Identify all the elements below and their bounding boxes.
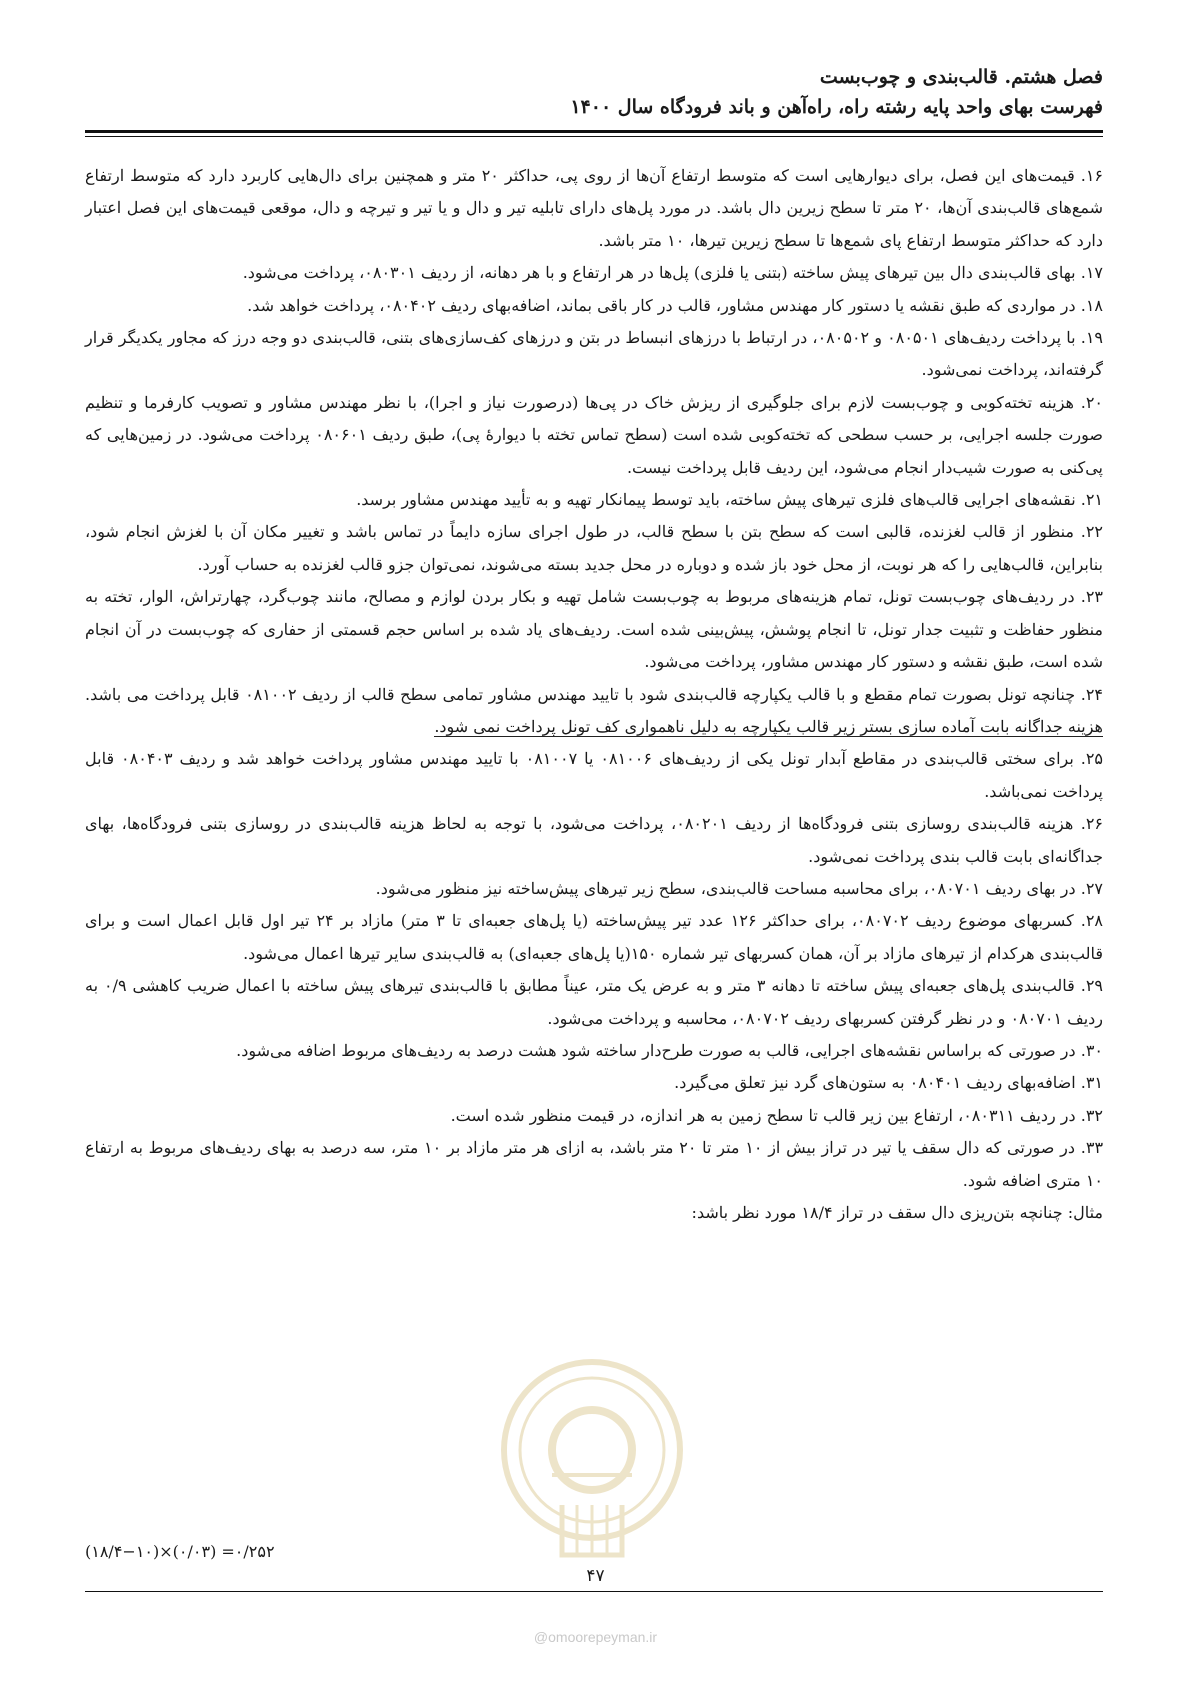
paragraph-26: ۲۶. هزینه قالب‌بندی روسازی بتنی فرودگاه‌ها از ردیف ۰۸۰۲۰۱، پرداخت می‌شود، با توجه به لحاظ هزینه قالب‌بندی در روسازی بتنی فرودگاه‌ها، بهای جداگانه‌ای بابت قالب بندی پرداخت نمی‌شود. [85, 814, 1103, 866]
paragraph-30: ۳۰. در صورتی که براساس نقشه‌های اجرایی، قالب به صورت طرح‌دار ساخته شود هشت درصد به ردیف‌های مربوط اضافه می‌شود. [236, 1040, 1103, 1060]
catalog-title: فهرست بهای واحد پایه رشته راه، راه‌آهن و باند فرودگاه سال ۱۴۰۰ [570, 96, 1103, 118]
paragraph-20: ۲۰. هزینه تخته‌کوبی و چوب‌بست لازم برای جلوگیری از ریزش خاک در پی‌ها (درصورت نیاز و اجرا)، با نظر مهندس مشاور و تصویب کارفرما و تنظیم صورت جلسه اجرایی، بر حسب سطحی که تخته‌کوبی شده است (سطح تماس تخته با دیوارهٔ پی)، طبق ردیف ۰۸۰۶۰۱ پرداخت می‌شود. در زمین‌هایی که پی‌کنی به صورت شیب‌دار انجام می‌شود، این ردیف قابل پرداخت نیست. [85, 392, 1104, 477]
page-number: ۴۷ [586, 1566, 605, 1586]
paragraph-28: ۲۸. کسربهای موضوع ردیف ۰۸۰۷۰۲، برای حداکثر ۱۲۶ عدد تیر پیش‌ساخته (یا پل‌های جعبه‌ای تا ۳ متر) مازاد بر ۲۴ تیر اول قابل اعمال است و برای قالب‌بندی هرکدام از تیرهای مازاد بر آن، همان کسربهای تیر شماره ۱۵۰(یا پل‌های جعبه‌ای) به قالب‌بندی سایر تیرها اعمال می‌شود. [85, 911, 1104, 963]
header-rule-thick [85, 130, 1103, 133]
paragraph-17: ۱۷. بهای قالب‌بندی دال بین تیرهای پیش ساخته (بتنی یا فلزی) پل‌ها در هر ارتفاع و با هر دهانه، از ردیف ۰۸۰۳۰۱، پرداخت می‌شود. [242, 263, 1103, 283]
body-text [85, 160, 1103, 1229]
paragraph-19: ۱۹. با پرداخت ردیف‌های ۰۸۰۵۰۱ و ۰۸۰۵۰۲، در ارتباط با درزهای انبساط در بتن و درزهای کف‌سازی‌های بتنی، قالب‌بندی دو وجه درز که مجاور یکدیگر قرار گرفته‌اند، پرداخت نمی‌شود. [85, 328, 1103, 380]
watermark-seal-icon [492, 1355, 692, 1575]
paragraph-16: ۱۶. قیمت‌های این فصل، برای دیوارهایی است که متوسط ارتفاع آن‌ها از روی پی، حداکثر ۲۰ متر و همچنین برای دال‌هایی کاربرد دارد که متوسط ارتفاع شمع‌های قالب‌بندی آن‌ها، ۲۰ متر تا سطح زیرین دال باشد. در مورد پل‌های دارای تابلیه تیر و دال و یا تیر و تیرچه و دال، موقعی قیمت‌های این فصل اعتبار دارد که حداکثر متوسط ارتفاع پای شمع‌ها تا سطح زیرین تیرها، ۱۰ متر باشد. [85, 166, 1104, 250]
paragraph-18: ۱۸. در مواردی که طبق نقشه یا دستور کار مهندس مشاور، قالب در کار باقی بماند، اضافه‌بهای ردیف ۰۸۰۴۰۲، پرداخت خواهد شد. [247, 295, 1103, 315]
chapter-title: فصل هشتم. قالب‌بندی و چوب‌بست [819, 66, 1103, 88]
paragraph-32: ۳۲. در ردیف ۰۸۰۳۱۱، ارتفاع بین زیر قالب تا سطح زمین به هر اندازه، در قیمت منظور شده است. [450, 1105, 1103, 1125]
example-formula: (۱۸/۴−۱۰)×(۰/۰۳) =۰/۲۵۲ [85, 1542, 275, 1561]
paragraph-31: ۳۱. اضافه‌بهای ردیف ۰۸۰۴۰۱ به ستون‌های گرد نیز تعلق می‌گیرد. [674, 1073, 1103, 1093]
paragraph-25: ۲۵. برای سختی قالب‌بندی در مقاطع آبدار تونل یکی از ردیف‌های ۰۸۱۰۰۶ یا ۰۸۱۰۰۷ با تایید مهندس مشاور پرداخت خواهد شد و ردیف ۰۸۰۴۰۳ قابل پرداخت نمی‌باشد. [85, 749, 1104, 801]
running-header [85, 62, 1103, 122]
paragraph-33: ۳۳. در صورتی که دال سقف یا تیر در تراز بیش از ۱۰ متر تا ۲۰ متر باشد، به ازای هر متر مازاد بر ۱۰ متر، سه درصد به بهای ردیف‌های مربوط به ارتفاع ۱۰ متری اضافه شود. [85, 1138, 1104, 1190]
footer-rule [85, 1591, 1103, 1592]
watermark-text: @omoorepeyman.ir [533, 1629, 658, 1645]
paragraph-29: ۲۹. قالب‌بندی پل‌های جعبه‌ای پیش ساخته تا دهانه ۳ متر و به عرض یک متر، عیناً مطابق با قالب‌بندی تیرهای پیش ساخته با اعمال ضریب کاهشی ۰/۹ به ردیف ۰۸۰۷۰۱ و در نظر گرفتن کسربهای ردیف ۰۸۰۷۰۲، محاسبه و پرداخت می‌شود. [85, 976, 1104, 1028]
paragraph-27: ۲۷. در بهای ردیف ۰۸۰۷۰۱، برای محاسبه مساحت قالب‌بندی، سطح زیر تیرهای پیش‌ساخته نیز منظور می‌شود. [375, 878, 1103, 898]
header-rule-thin [85, 136, 1103, 137]
example-line: مثال: چنانچه بتن‌ریزی دال سقف در تراز ۱۸/۴ مورد نظر باشد: [691, 1203, 1103, 1222]
paragraph-24 [85, 679, 1103, 744]
paragraph-22: ۲۲. منظور از قالب لغزنده، قالبی است که سطح بتن با سطح قالب، در طول اجرای سازه دایماً در تماس باشد و تغییر مکان آن با لغزش انجام شود، بنابراین، قالب‌هایی را که هر نوبت، از محل خود باز شده و دوباره در محل جدید بسته می‌شوند، نمی‌توان جزو قالب لغزنده به حساب آورد. [85, 522, 1103, 574]
paragraph-21: ۲۱. نقشه‌های اجرایی قالب‌های فلزی تیرهای پیش ساخته، باید توسط پیمانکار تهیه و به تأیید مهندس مشاور برسد. [356, 490, 1103, 510]
paragraph-24-main: ۲۴. چنانچه تونل بصورت تمام مقطع و با قالب یکپارچه قالب‌بندی شود با تایید مهندس مشاور تمامی سطح قالب از ردیف ۰۸۱۰۰۲ قابل پرداخت می باشد. [85, 684, 1104, 704]
paragraph-24-underlined: هزینه جداگانه بابت آماده سازی بستر زیر قالب یکپارچه به دلیل ناهمواری کف تونل پرداخت نمی شود. [434, 716, 1103, 736]
paragraph-23: ۲۳. در ردیف‌های چوب‌بست تونل، تمام هزینه‌های مربوط به چوب‌بست شامل تهیه و بکار بردن لوازم و مصالح، مانند چوب‌گرد، چهارتراش، الوار، تخته به منظور حفاظت و تثبیت جدار تونل، تا انجام پوشش، پیش‌بینی شده است. ردیف‌های یاد شده بر اساس حجم قسمتی از حفاری که چوب‌بست در آن انجام شده است، طبق نقشه و دستور کار مهندس مشاور، پرداخت می‌شود. [85, 587, 1103, 672]
